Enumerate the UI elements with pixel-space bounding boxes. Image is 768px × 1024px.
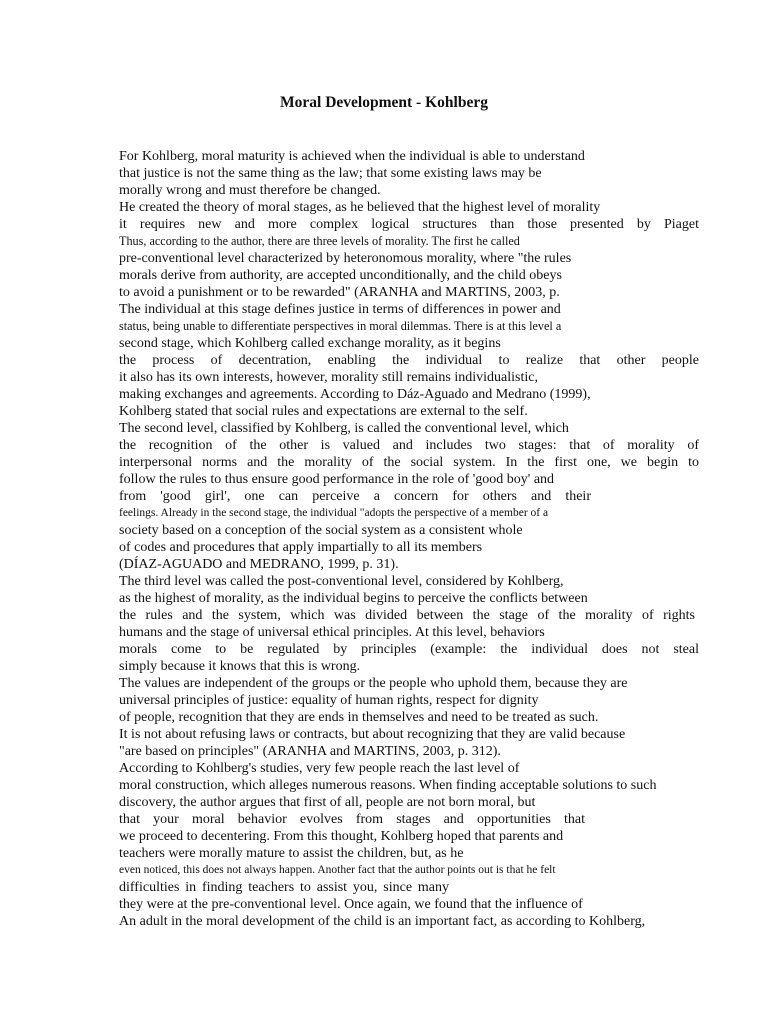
body-line: that justice is not the same thing as the law; that some existing laws may be [119, 166, 542, 181]
body-line: universal principles of justice: equality of human rights, respect for dignity [119, 693, 539, 708]
body-line: "are based on principles" (ARANHA and MARTINS, 2003, p. 312). [119, 744, 501, 759]
body-line: pre-conventional level characterized by heteronomous morality, where "the rules [119, 251, 572, 266]
body-line: morally wrong and must therefore be changed. [119, 183, 381, 198]
document-body [119, 148, 699, 930]
body-line: the recognition of the other is valued and includes two stages: that of morality of [119, 438, 699, 453]
body-line: moral construction, which alleges numerous reasons. When finding acceptable solutions to such [119, 778, 657, 793]
body-line: discovery, the author argues that first of all, people are not born moral, but [119, 795, 536, 810]
body-line: the rules and the system, which was divided between the stage of the morality of rights [119, 608, 695, 623]
body-line: interpersonal norms and the morality of the social system. In the first one, we begin to [119, 455, 699, 470]
body-line: humans and the stage of universal ethical principles. At this level, behaviors [119, 625, 545, 640]
body-line: (DÍAZ-AGUADO and MEDRANO, 1999, p. 31). [119, 557, 399, 572]
body-line: they were at the pre-conventional level. Once again, we found that the influence of [119, 897, 583, 912]
body-line: teachers were morally mature to assist the children, but, as he [119, 846, 464, 861]
body-line: to avoid a punishment or to be rewarded" (ARANHA and MARTINS, 2003, p. [119, 285, 560, 300]
body-line: from 'good girl', one can perceive a concern for others and their [119, 489, 591, 504]
body-line: feelings. Already in the second stage, the individual "adopts the perspective of a member of a [119, 507, 549, 519]
body-line: follow the rules to thus ensure good performance in the role of 'good boy' and [119, 472, 555, 487]
body-line: even noticed, this does not always happen. Another fact that the author points out is that he felt [119, 864, 556, 876]
body-line: difficulties in finding teachers to assist you, since many [119, 880, 449, 895]
body-line: morals come to be regulated by principles (example: the individual does not steal [119, 642, 699, 657]
body-line: second stage, which Kohlberg called exchange morality, as it begins [119, 336, 501, 351]
body-line: as the highest of morality, as the individual begins to perceive the conflicts between [119, 591, 588, 606]
body-line: morals derive from authority, are accepted unconditionally, and the child obeys [119, 268, 562, 283]
body-line: making exchanges and agreements. According to Dáz-Aguado and Medrano (1999), [119, 387, 591, 402]
body-line: The second level, classified by Kohlberg, is called the conventional level, which [119, 421, 569, 436]
body-line: status, being unable to differentiate perspectives in moral dilemmas. There is at this level a [119, 319, 562, 333]
body-line: it also has its own interests, however, morality still remains individualistic, [119, 370, 538, 385]
body-line: He created the theory of moral stages, as he believed that the highest level of morality [119, 200, 601, 215]
body-line: simply because it knows that this is wrong. [119, 659, 361, 674]
body-line: we proceed to decentering. From this thought, Kohlberg hoped that parents and [119, 829, 564, 844]
body-line: The individual at this stage defines justice in terms of differences in power and [119, 302, 561, 317]
body-line: of people, recognition that they are ends in themselves and need to be treated as such. [119, 710, 599, 725]
body-line: The values are independent of the groups or the people who uphold them, because they are [119, 676, 628, 691]
body-line: For Kohlberg, moral maturity is achieved when the individual is able to understand [119, 149, 585, 164]
body-line: that your moral behavior evolves from stages and opportunities that [119, 812, 585, 827]
body-line: it requires new and more complex logical structures than those presented by Piaget [119, 217, 699, 232]
body-line: Thus, according to the author, there are three levels of morality. The first he called [119, 234, 520, 248]
body-line: of codes and procedures that apply impartially to all its members [119, 540, 483, 555]
body-line: the process of decentration, enabling the individual to realize that other people [119, 353, 699, 368]
document-title: Moral Development - Kohlberg [280, 94, 488, 111]
body-line: According to Kohlberg's studies, very few people reach the last level of [119, 761, 520, 776]
body-line: The third level was called the post-conventional level, considered by Kohlberg, [119, 574, 564, 589]
body-line: It is not about refusing laws or contracts, but about recognizing that they are valid because [119, 727, 626, 742]
body-line: Kohlberg stated that social rules and expectations are external to the self. [119, 404, 528, 419]
body-line: An adult in the moral development of the child is an important fact, as according to Kohlberg, [119, 914, 646, 929]
body-line: society based on a conception of the social system as a consistent whole [119, 523, 523, 538]
